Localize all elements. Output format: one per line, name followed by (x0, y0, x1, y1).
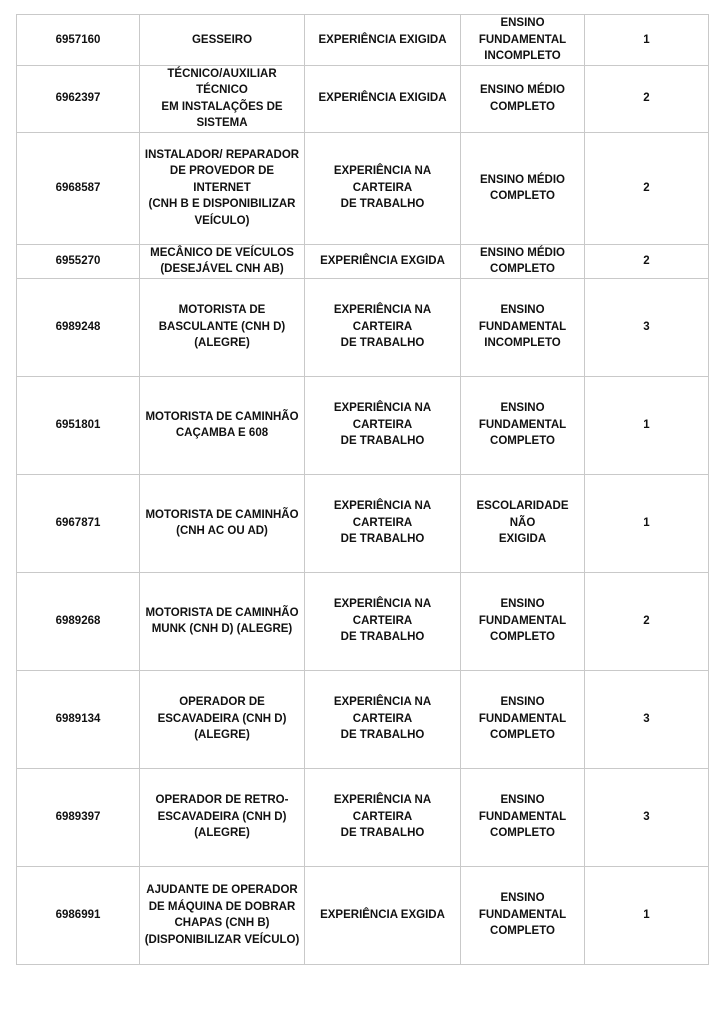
education-requirement: ENSINO FUNDAMENTAL COMPLETO (461, 670, 585, 768)
job-vacancies-table (16, 14, 709, 965)
vacancy-count: 1 (585, 866, 709, 964)
experience-requirement: EXPERIÊNCIA NA CARTEIRA DE TRABALHO (305, 474, 461, 572)
job-listing-sheet (16, 14, 708, 965)
education-requirement: ENSINO MÉDIO COMPLETO (461, 132, 585, 244)
education-requirement: ENSINO FUNDAMENTAL INCOMPLETO (461, 278, 585, 376)
experience-requirement: EXPERIÊNCIA EXGIDA (305, 244, 461, 278)
experience-requirement: EXPERIÊNCIA NA CARTEIRA DE TRABALHO (305, 132, 461, 244)
occupation: MOTORISTA DE CAMINHÃO (CNH AC OU AD) (140, 474, 305, 572)
table-row (17, 65, 709, 132)
table-row (17, 376, 709, 474)
experience-requirement: EXPERIÊNCIA NA CARTEIRA DE TRABALHO (305, 376, 461, 474)
vacancy-code: 6967871 (17, 474, 140, 572)
vacancy-count: 3 (585, 670, 709, 768)
occupation: GESSEIRO (140, 15, 305, 66)
vacancy-code: 6957160 (17, 15, 140, 66)
vacancy-code: 6955270 (17, 244, 140, 278)
experience-requirement: EXPERIÊNCIA NA CARTEIRA DE TRABALHO (305, 278, 461, 376)
table-row (17, 278, 709, 376)
table-row (17, 474, 709, 572)
table-row (17, 572, 709, 670)
occupation: MECÂNICO DE VEÍCULOS (DESEJÁVEL CNH AB) (140, 244, 305, 278)
experience-requirement: EXPERIÊNCIA NA CARTEIRA DE TRABALHO (305, 768, 461, 866)
vacancy-count: 1 (585, 15, 709, 66)
education-requirement: ENSINO FUNDAMENTAL INCOMPLETO (461, 15, 585, 66)
vacancy-count: 3 (585, 768, 709, 866)
occupation: OPERADOR DE RETRO- ESCAVADEIRA (CNH D) (ALEGRE) (140, 768, 305, 866)
occupation: AJUDANTE DE OPERADOR DE MÁQUINA DE DOBRAR CHAPAS (CNH B) (DISPONIBILIZAR VEÍCULO) (140, 866, 305, 964)
education-requirement: ENSINO MÉDIO COMPLETO (461, 65, 585, 132)
table-row (17, 768, 709, 866)
experience-requirement: EXPERIÊNCIA NA CARTEIRA DE TRABALHO (305, 670, 461, 768)
table-row (17, 15, 709, 66)
occupation: MOTORISTA DE CAMINHÃO CAÇAMBA E 608 (140, 376, 305, 474)
table-row (17, 132, 709, 244)
education-requirement: ENSINO FUNDAMENTAL COMPLETO (461, 866, 585, 964)
experience-requirement: EXPERIÊNCIA EXIGIDA (305, 15, 461, 66)
vacancy-code: 6989397 (17, 768, 140, 866)
experience-requirement: EXPERIÊNCIA EXIGIDA (305, 65, 461, 132)
education-requirement: ENSINO MÉDIO COMPLETO (461, 244, 585, 278)
experience-requirement: EXPERIÊNCIA NA CARTEIRA DE TRABALHO (305, 572, 461, 670)
occupation: MOTORISTA DE BASCULANTE (CNH D) (ALEGRE) (140, 278, 305, 376)
education-requirement: ENSINO FUNDAMENTAL COMPLETO (461, 768, 585, 866)
education-requirement: ESCOLARIDADE NÃO EXIGIDA (461, 474, 585, 572)
vacancy-code: 6962397 (17, 65, 140, 132)
vacancy-count: 2 (585, 65, 709, 132)
vacancy-code: 6989268 (17, 572, 140, 670)
table-row (17, 670, 709, 768)
occupation: MOTORISTA DE CAMINHÃO MUNK (CNH D) (ALEGRE) (140, 572, 305, 670)
vacancy-count: 2 (585, 132, 709, 244)
vacancy-count: 1 (585, 474, 709, 572)
education-requirement: ENSINO FUNDAMENTAL COMPLETO (461, 572, 585, 670)
table-row (17, 244, 709, 278)
occupation: INSTALADOR/ REPARADOR DE PROVEDOR DE INTERNET (CNH B E DISPONIBILIZAR VEÍCULO) (140, 132, 305, 244)
education-requirement: ENSINO FUNDAMENTAL COMPLETO (461, 376, 585, 474)
occupation: TÉCNICO/AUXILIAR TÉCNICO EM INSTALAÇÕES DE SISTEMA (140, 65, 305, 132)
vacancy-count: 2 (585, 244, 709, 278)
vacancy-code: 6989134 (17, 670, 140, 768)
table-row (17, 866, 709, 964)
vacancy-code: 6989248 (17, 278, 140, 376)
vacancy-code: 6986991 (17, 866, 140, 964)
vacancy-count: 3 (585, 278, 709, 376)
vacancy-count: 1 (585, 376, 709, 474)
vacancy-count: 2 (585, 572, 709, 670)
occupation: OPERADOR DE ESCAVADEIRA (CNH D) (ALEGRE) (140, 670, 305, 768)
vacancy-code: 6951801 (17, 376, 140, 474)
vacancy-code: 6968587 (17, 132, 140, 244)
experience-requirement: EXPERIÊNCIA EXGIDA (305, 866, 461, 964)
